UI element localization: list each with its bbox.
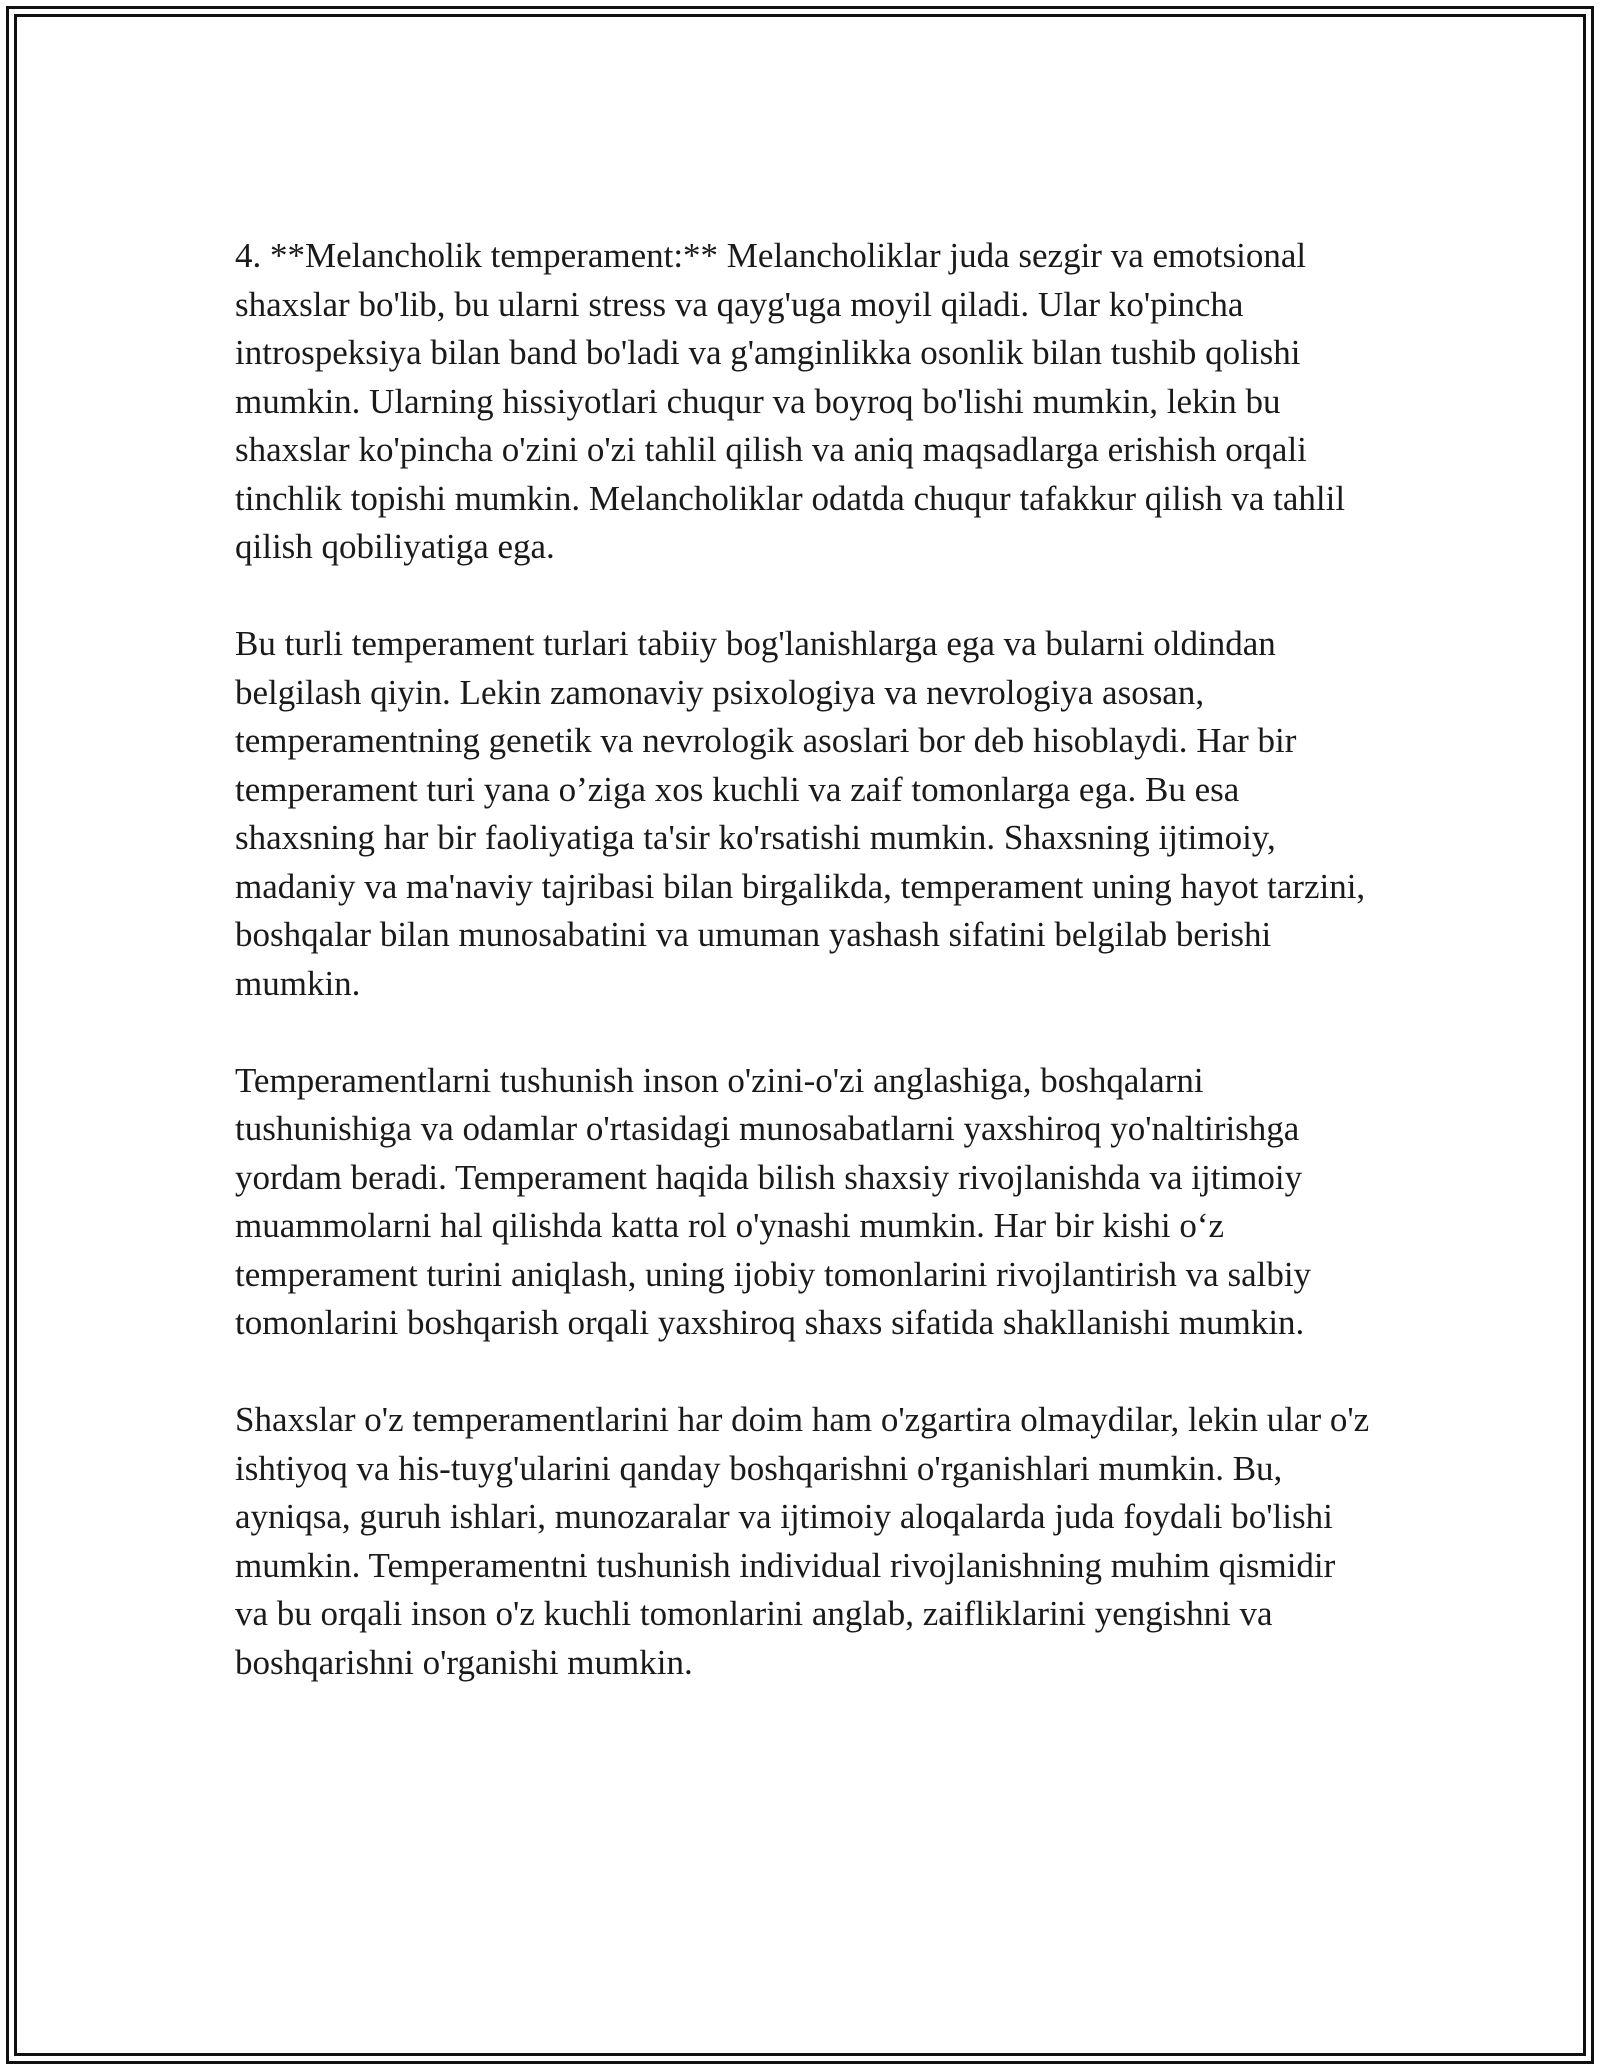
paragraph-melancholik-temperament: 4. **Melancholik temperament:** Melancholiklar juda sezgir va emotsional shaxslar bo'lib, bu ularni stress va qayg'uga moyil qiladi. Ular ko'pincha introspeksiya bilan band bo'ladi va g'amginlikka osonlik bilan tushib qolishi mumkin. Ularning hissiyotlari chuqur va boyroq bo'lishi mumkin, lekin bu shaxslar ko'pincha o'zini o'zi tahlil qilish va aniq maqsadlarga erishish orqali tinchlik topishi mumkin. Melancholiklar odatda chuqur tafakkur qilish va tahlil qilish qobiliyatiga ega. (235, 236, 1346, 566)
paragraph-understanding-temperaments: Temperamentlarni tushunish inson o'zini-o'zi anglashiga, boshqalarni tushunishiga va odamlar o'rtasidagi munosabatlarni yaxshiroq yo'naltirishga yordam beradi. Temperament haqida bilish shaxsiy rivojlanishda va ijtimoiy muammolarni hal qilishda katta rol o'ynashi mumkin. Har bir kishi o‘z temperament turini aniqlash, uning ijobiy tomonlarini rivojlantirish va salbiy tomonlarini boshqarish orqali yaxshiroq shaxs sifatida shakllanishi mumkin. (235, 1060, 1312, 1342)
paragraph-managing-temperament: Shaxslar o'z temperamentlarini har doim ham o'zgartira olmaydilar, lekin ular o'z ishtiyoq va his-tuyg'ularini qanday boshqarishni o'rganishlari mumkin. Bu, ayniqsa, guruh ishlari, munozaralar va ijtimoiy aloqalarda juda foydali bo'lishi mumkin. Temperamentni tushunish individual rivojlanishning muhim qismidir va bu orqali inson o'z kuchli tomonlarini anglab, zaifliklarini yengishni va boshqarishni o'rganishi mumkin. (235, 1400, 1370, 1682)
paragraph-temperament-types: Bu turli temperament turlari tabiiy bog'lanishlarga ega va bularni oldindan belgilash qiyin. Lekin zamonaviy psixologiya va nevrologiya asosan, temperamentning genetik va nevrologik asoslari bor deb hisoblaydi. Har bir temperament turi yana o’ziga xos kuchli va zaif tomonlarga ega. Bu esa shaxsning har bir faoliyatiga ta'sir ko'rsatishi mumkin. Shaxsning ijtimoiy, madaniy va ma'naviy tajribasi bilan birgalikda, temperament uning hayot tarzini, boshqalar bilan munosabatini va umuman yashash sifatini belgilab berishi mumkin. (235, 624, 1366, 1003)
document-body (235, 232, 1370, 1687)
